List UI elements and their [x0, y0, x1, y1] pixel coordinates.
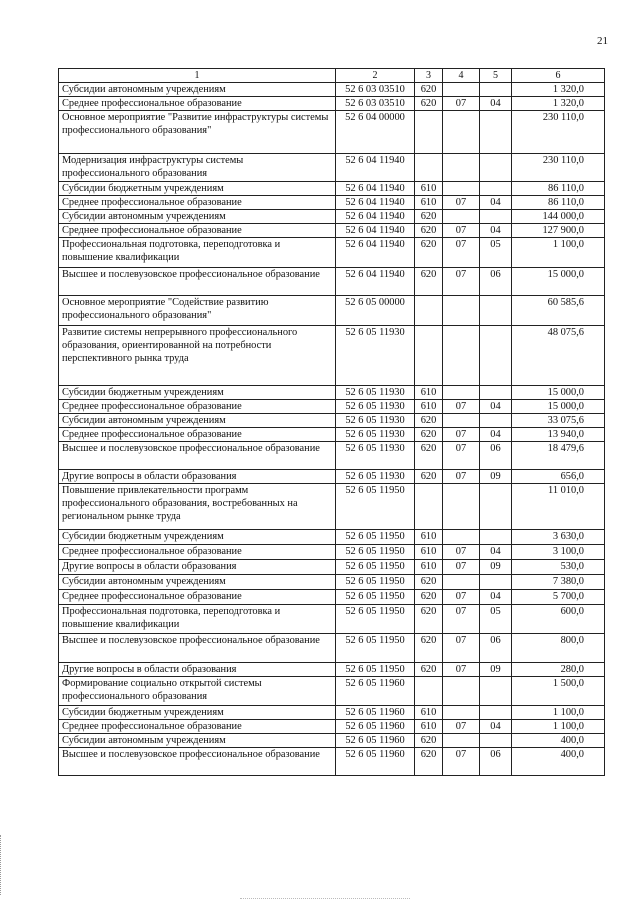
table-row — [59, 442, 605, 470]
table-cell: 07 — [443, 720, 480, 734]
table-cell: 610 — [415, 196, 443, 210]
table-cell: Среднее профессиональное образование — [59, 224, 336, 238]
table-cell: 04 — [480, 97, 512, 111]
table-cell — [415, 326, 443, 386]
table-cell: 610 — [415, 560, 443, 575]
table-cell: Среднее профессиональное образование — [59, 97, 336, 111]
table-cell: 15 000,0 — [512, 400, 605, 414]
table-cell: 52 6 05 11950 — [336, 484, 415, 530]
table-row — [59, 196, 605, 210]
table-row — [59, 210, 605, 224]
table-cell: 06 — [480, 442, 512, 470]
table-cell — [443, 677, 480, 706]
table-row — [59, 484, 605, 530]
table-cell: Высшее и послевузовское профессиональное образование — [59, 442, 336, 470]
table-cell: 1 320,0 — [512, 83, 605, 97]
table-cell: 86 110,0 — [512, 196, 605, 210]
table-cell: Субсидии бюджетным учреждениям — [59, 530, 336, 545]
table-row — [59, 720, 605, 734]
table-cell: Профессиональная подготовка, переподготовка и повышение квалификации — [59, 605, 336, 634]
table-cell: 230 110,0 — [512, 111, 605, 154]
table-cell: 52 6 04 11940 — [336, 182, 415, 196]
table-row — [59, 414, 605, 428]
table-cell — [415, 296, 443, 326]
table-cell: 13 940,0 — [512, 428, 605, 442]
table-cell — [443, 530, 480, 545]
table-cell: Профессиональная подготовка, переподготовка и повышение квалификации — [59, 238, 336, 268]
table-cell — [415, 677, 443, 706]
column-header: 4 — [443, 69, 480, 83]
table-cell: 04 — [480, 545, 512, 560]
table-cell: 3 630,0 — [512, 530, 605, 545]
table-cell: Среднее профессиональное образование — [59, 428, 336, 442]
table-cell: 04 — [480, 196, 512, 210]
table-cell: 600,0 — [512, 605, 605, 634]
table-cell: Высшее и послевузовское профессиональное образование — [59, 268, 336, 296]
table-cell: 07 — [443, 590, 480, 605]
table-cell: 52 6 05 11950 — [336, 634, 415, 663]
table-cell: 52 6 05 00000 — [336, 296, 415, 326]
table-row — [59, 748, 605, 776]
table-cell: 127 900,0 — [512, 224, 605, 238]
table-row — [59, 575, 605, 590]
table-cell — [480, 154, 512, 182]
table-cell: 610 — [415, 545, 443, 560]
table-cell: 52 6 03 03510 — [336, 83, 415, 97]
table-cell: 52 6 04 11940 — [336, 268, 415, 296]
table-cell — [443, 484, 480, 530]
table-cell: 620 — [415, 605, 443, 634]
table-cell — [480, 182, 512, 196]
table-row — [59, 560, 605, 575]
table-row — [59, 400, 605, 414]
table-cell — [443, 210, 480, 224]
table-cell: 07 — [443, 400, 480, 414]
table-cell: 04 — [480, 400, 512, 414]
table-row — [59, 97, 605, 111]
table-cell: 07 — [443, 196, 480, 210]
table-cell: 620 — [415, 210, 443, 224]
table-cell: 400,0 — [512, 734, 605, 748]
table-cell: 1 100,0 — [512, 238, 605, 268]
table-cell: Субсидии бюджетным учреждениям — [59, 706, 336, 720]
table-cell: 60 585,6 — [512, 296, 605, 326]
table-cell — [415, 154, 443, 182]
table-cell: 620 — [415, 414, 443, 428]
table-cell: 52 6 05 11950 — [336, 605, 415, 634]
table-row — [59, 268, 605, 296]
table-cell — [480, 414, 512, 428]
table-cell: 52 6 05 11930 — [336, 442, 415, 470]
column-header: 5 — [480, 69, 512, 83]
table-cell — [443, 154, 480, 182]
table-cell: 530,0 — [512, 560, 605, 575]
table-cell: 620 — [415, 663, 443, 677]
table-cell — [480, 530, 512, 545]
table-cell — [480, 734, 512, 748]
table-cell: 07 — [443, 428, 480, 442]
table-cell: 06 — [480, 634, 512, 663]
table-cell: 620 — [415, 97, 443, 111]
table-row — [59, 590, 605, 605]
table-cell: 07 — [443, 748, 480, 776]
table-cell: 52 6 05 11930 — [336, 326, 415, 386]
table-cell: 610 — [415, 182, 443, 196]
column-header: 2 — [336, 69, 415, 83]
table-cell: 230 110,0 — [512, 154, 605, 182]
table-row — [59, 428, 605, 442]
table-cell: 52 6 05 11950 — [336, 663, 415, 677]
table-cell: Развитие системы непрерывного профессионального образования, ориентированной на потребности перспективного рынка труда — [59, 326, 336, 386]
table-cell: 52 6 05 11930 — [336, 400, 415, 414]
table-cell: Среднее профессиональное образование — [59, 400, 336, 414]
table-cell: 1 320,0 — [512, 97, 605, 111]
table-cell: 07 — [443, 268, 480, 296]
table-row — [59, 111, 605, 154]
table-cell: Субсидии автономным учреждениям — [59, 734, 336, 748]
column-header: 1 — [59, 69, 336, 83]
table-cell — [480, 111, 512, 154]
table-cell: 400,0 — [512, 748, 605, 776]
table-row — [59, 154, 605, 182]
table-cell: Субсидии автономным учреждениям — [59, 83, 336, 97]
table-cell: Высшее и послевузовское профессиональное образование — [59, 748, 336, 776]
table-row — [59, 182, 605, 196]
table-row — [59, 634, 605, 663]
table-cell: 7 380,0 — [512, 575, 605, 590]
table-header-row — [59, 69, 605, 83]
table-row — [59, 224, 605, 238]
table-cell: 52 6 05 11930 — [336, 414, 415, 428]
table-cell: 07 — [443, 663, 480, 677]
table-row — [59, 83, 605, 97]
table-cell: 07 — [443, 238, 480, 268]
table-cell: 610 — [415, 720, 443, 734]
scan-edge-mark — [0, 835, 3, 895]
table-cell — [443, 83, 480, 97]
table-cell: 06 — [480, 268, 512, 296]
table-cell: 1 100,0 — [512, 706, 605, 720]
table-cell: 52 6 05 11960 — [336, 720, 415, 734]
table-cell: 610 — [415, 400, 443, 414]
table-cell: 09 — [480, 663, 512, 677]
table-row — [59, 470, 605, 484]
table-cell: 610 — [415, 530, 443, 545]
table-cell — [443, 414, 480, 428]
table-row — [59, 545, 605, 560]
table-cell: Субсидии автономным учреждениям — [59, 210, 336, 224]
table-cell: 06 — [480, 748, 512, 776]
table-cell: Формирование социально открытой системы профессионального образования — [59, 677, 336, 706]
table-cell — [480, 575, 512, 590]
table-cell: 52 6 04 00000 — [336, 111, 415, 154]
table-cell: 620 — [415, 224, 443, 238]
table-cell: Среднее профессиональное образование — [59, 196, 336, 210]
table-cell: 3 100,0 — [512, 545, 605, 560]
table-cell: 620 — [415, 734, 443, 748]
table-row — [59, 677, 605, 706]
table-cell: 86 110,0 — [512, 182, 605, 196]
table-cell — [480, 386, 512, 400]
table-cell — [415, 484, 443, 530]
table-cell: 15 000,0 — [512, 386, 605, 400]
table-row — [59, 296, 605, 326]
table-cell: Высшее и послевузовское профессиональное образование — [59, 634, 336, 663]
table-cell: 09 — [480, 560, 512, 575]
table-cell — [480, 210, 512, 224]
table-cell: 52 6 05 11930 — [336, 428, 415, 442]
table-cell — [443, 706, 480, 720]
table-cell: 620 — [415, 634, 443, 663]
table-cell: 07 — [443, 560, 480, 575]
table-cell: 52 6 04 11940 — [336, 238, 415, 268]
table-cell: 144 000,0 — [512, 210, 605, 224]
table-cell: 620 — [415, 470, 443, 484]
column-header: 3 — [415, 69, 443, 83]
table-cell: 620 — [415, 83, 443, 97]
page-number: 21 — [597, 35, 608, 47]
table-cell: 52 6 05 11950 — [336, 560, 415, 575]
table-cell: Субсидии бюджетным учреждениям — [59, 182, 336, 196]
table-cell: Основное мероприятие "Развитие инфраструктуры системы профессионального образования" — [59, 111, 336, 154]
table-cell: 620 — [415, 590, 443, 605]
table-cell: 52 6 05 11960 — [336, 677, 415, 706]
table-cell — [480, 706, 512, 720]
table-cell: 07 — [443, 545, 480, 560]
table-cell: 52 6 05 11960 — [336, 734, 415, 748]
table-cell: 52 6 05 11950 — [336, 575, 415, 590]
table-cell: 52 6 04 11940 — [336, 210, 415, 224]
table-row — [59, 663, 605, 677]
table-cell — [415, 111, 443, 154]
table-cell: 04 — [480, 428, 512, 442]
table-cell: 52 6 05 11960 — [336, 706, 415, 720]
table-cell: Субсидии бюджетным учреждениям — [59, 386, 336, 400]
table-cell: 5 700,0 — [512, 590, 605, 605]
table-cell: Модернизация инфраструктуры системы профессионального образования — [59, 154, 336, 182]
table-row — [59, 605, 605, 634]
budget-table — [58, 68, 605, 776]
table-cell: 07 — [443, 634, 480, 663]
table-cell — [443, 326, 480, 386]
table-cell: Субсидии автономным учреждениям — [59, 575, 336, 590]
table-cell: Среднее профессиональное образование — [59, 545, 336, 560]
table-cell: 52 6 05 11950 — [336, 545, 415, 560]
table-cell: 52 6 05 11960 — [336, 748, 415, 776]
table-cell: 07 — [443, 605, 480, 634]
table-cell: 07 — [443, 470, 480, 484]
table-cell: 33 075,6 — [512, 414, 605, 428]
table-cell: 07 — [443, 224, 480, 238]
table-cell: 07 — [443, 97, 480, 111]
table-cell: 04 — [480, 720, 512, 734]
table-row — [59, 326, 605, 386]
table-cell — [443, 111, 480, 154]
table-cell: Среднее профессиональное образование — [59, 720, 336, 734]
table-cell: 280,0 — [512, 663, 605, 677]
table-cell — [443, 386, 480, 400]
table-row — [59, 530, 605, 545]
table-cell: 52 6 04 11940 — [336, 224, 415, 238]
table-cell — [480, 296, 512, 326]
table-cell: Среднее профессиональное образование — [59, 590, 336, 605]
table-cell: Другие вопросы в области образования — [59, 560, 336, 575]
table-cell: Субсидии автономным учреждениям — [59, 414, 336, 428]
table-cell: 52 6 05 11930 — [336, 470, 415, 484]
table-cell: 52 6 04 11940 — [336, 196, 415, 210]
table-cell: 620 — [415, 268, 443, 296]
table-cell: 620 — [415, 238, 443, 268]
table-cell: 1 100,0 — [512, 720, 605, 734]
table-cell: Основное мероприятие "Содействие развитию профессионального образования" — [59, 296, 336, 326]
table-cell — [480, 83, 512, 97]
table-cell: 05 — [480, 238, 512, 268]
table-cell: Другие вопросы в области образования — [59, 470, 336, 484]
table-cell: 48 075,6 — [512, 326, 605, 386]
table-cell: 05 — [480, 605, 512, 634]
table-cell: 800,0 — [512, 634, 605, 663]
table-cell: 52 6 05 11950 — [336, 590, 415, 605]
table-cell: 620 — [415, 748, 443, 776]
table-cell: 18 479,6 — [512, 442, 605, 470]
table-row — [59, 386, 605, 400]
table-cell: 52 6 05 11950 — [336, 530, 415, 545]
table-cell — [480, 326, 512, 386]
table-cell: 52 6 04 11940 — [336, 154, 415, 182]
table-cell: Повышение привлекательности программ профессионального образования, востребованных на региональном рынке труда — [59, 484, 336, 530]
table-cell — [443, 182, 480, 196]
table-row — [59, 706, 605, 720]
table-cell: 07 — [443, 442, 480, 470]
table-cell — [443, 734, 480, 748]
table-cell: 04 — [480, 224, 512, 238]
table-cell: Другие вопросы в области образования — [59, 663, 336, 677]
table-cell — [443, 575, 480, 590]
table-cell: 1 500,0 — [512, 677, 605, 706]
table-cell: 620 — [415, 575, 443, 590]
table-cell: 52 6 05 11930 — [336, 386, 415, 400]
scan-bottom-mark — [240, 898, 410, 900]
table-cell: 11 010,0 — [512, 484, 605, 530]
table-cell: 620 — [415, 442, 443, 470]
table-cell: 15 000,0 — [512, 268, 605, 296]
table-row — [59, 238, 605, 268]
table-cell — [443, 296, 480, 326]
table-row — [59, 734, 605, 748]
table-cell: 09 — [480, 470, 512, 484]
table-cell — [480, 677, 512, 706]
table-cell: 52 6 03 03510 — [336, 97, 415, 111]
table-cell: 04 — [480, 590, 512, 605]
table-cell: 656,0 — [512, 470, 605, 484]
table-cell: 610 — [415, 706, 443, 720]
column-header: 6 — [512, 69, 605, 83]
table-cell: 620 — [415, 428, 443, 442]
table-cell: 610 — [415, 386, 443, 400]
table-cell — [480, 484, 512, 530]
